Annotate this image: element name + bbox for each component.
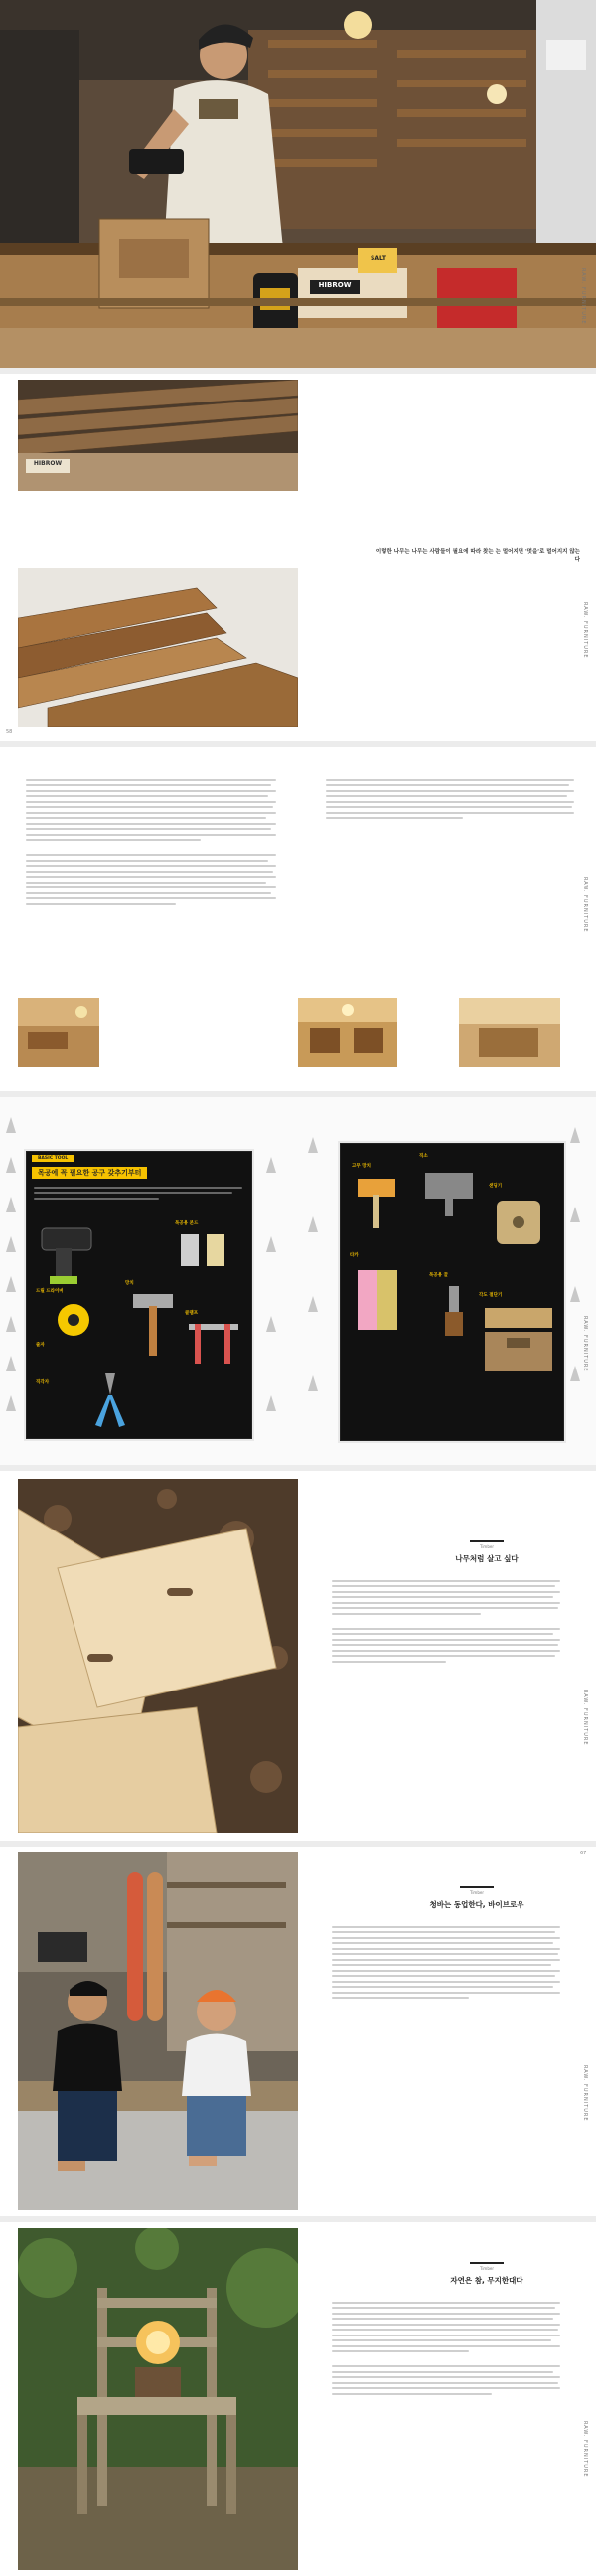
- tool-label: 타카: [350, 1253, 359, 1258]
- page-number-left: 58: [6, 729, 13, 735]
- tool-label: 샌딩기: [489, 1184, 503, 1189]
- tool-label: 클램프: [185, 1311, 199, 1316]
- tool-label: 직각자: [36, 1380, 50, 1385]
- heading-small: Timber: [460, 1886, 494, 1895]
- spread-wood: [0, 374, 596, 741]
- side-label: RAW. FURNITURE: [582, 602, 588, 659]
- page-number-right: 67: [580, 1851, 587, 1856]
- hibrow-mark: HIBROW: [33, 460, 63, 467]
- tape-measure-icon: [54, 1300, 93, 1340]
- tool-label: 고무 망치: [352, 1164, 371, 1169]
- tool-label: 목공용 끌: [429, 1273, 448, 1278]
- heading-small: Timber: [470, 1540, 504, 1549]
- room-photo-3: [459, 998, 560, 1067]
- body-text: [332, 1576, 560, 1666]
- drill-icon: [36, 1218, 105, 1288]
- side-label: RAW. FURNITURE: [582, 877, 588, 933]
- wood-planks-photo-top: [18, 380, 298, 491]
- tacker-icon: [350, 1262, 409, 1342]
- tool-label: 각도 절단기: [479, 1293, 503, 1298]
- chair-lamp-photo: [18, 2228, 298, 2570]
- workshop-photo: [0, 0, 596, 374]
- chisel-icon: [429, 1282, 479, 1342]
- tools-title: 목공에 꼭 필요한 공구 갖추기부터: [32, 1167, 147, 1179]
- tool-label: 목공용 본드: [175, 1221, 199, 1226]
- section-heading: [417, 2262, 556, 2286]
- people-photo: [18, 1852, 298, 2210]
- tool-label: 직소: [419, 1154, 428, 1159]
- side-label: RAW. FURNITURE: [582, 2421, 588, 2478]
- spread-plywood: [0, 1471, 596, 1841]
- plywood-photo: [18, 1479, 298, 1833]
- room-photo-1: [18, 998, 99, 1067]
- side-label: RAW. FURNITURE: [582, 1316, 588, 1372]
- hibrow-sign: HIBROW: [318, 281, 352, 289]
- hammer-icon: [125, 1290, 185, 1360]
- tool-label: 망치: [125, 1281, 134, 1286]
- mallet-icon: [352, 1173, 411, 1232]
- jigsaw-icon: [419, 1163, 479, 1222]
- spread-people: [0, 1847, 596, 2216]
- tools-title-badge: BASIC TOOL: [32, 1155, 74, 1162]
- tools-panel-right: [338, 1141, 566, 1443]
- side-label: RAW. FURNITURE: [582, 1690, 588, 1746]
- section-heading: [397, 1886, 556, 1910]
- heading-text: 청바는 동업한다, 바이브로우: [429, 1900, 524, 1909]
- body-text: [332, 2298, 560, 2398]
- sander-icon: [489, 1193, 548, 1252]
- tools-intro: [34, 1183, 242, 1203]
- body-text-right: [326, 775, 574, 823]
- spread-workshop: [0, 0, 596, 374]
- body-text-left: [26, 775, 276, 908]
- room-photo-2: [298, 998, 397, 1067]
- heading-text: 나무처럼 살고 싶다: [455, 1554, 519, 1563]
- tool-label: 줄자: [36, 1343, 45, 1348]
- heading-small: Timber: [470, 2262, 504, 2271]
- miter-saw-icon: [479, 1302, 558, 1381]
- body-text: [332, 1922, 560, 2003]
- side-label: RAW. FURNITURE: [580, 268, 586, 325]
- tools-panel-left: [24, 1149, 254, 1441]
- heading-text: 자연은 참, 무지한대다: [450, 2276, 523, 2285]
- salt-sign: SALT: [371, 255, 386, 262]
- spread-tools: [0, 1097, 596, 1465]
- photo-caption: 이렇한 나무는 나무는 사람들이 필요에 따라 찾는 는 멀어지면 '멋을'로 멀어지지 않는다: [375, 549, 580, 563]
- section-heading: [417, 1540, 556, 1564]
- wood-planks-photo-bottom: [18, 568, 298, 727]
- tool-label: 드릴 드라이버: [36, 1289, 64, 1294]
- side-label: RAW. FURNITURE: [582, 2065, 588, 2122]
- clamp-icon: [185, 1320, 244, 1369]
- spread-text-rooms: [0, 747, 596, 1091]
- spread-lamp: [0, 2222, 596, 2576]
- glue-icon: [175, 1230, 234, 1270]
- pliers-icon: [85, 1369, 135, 1429]
